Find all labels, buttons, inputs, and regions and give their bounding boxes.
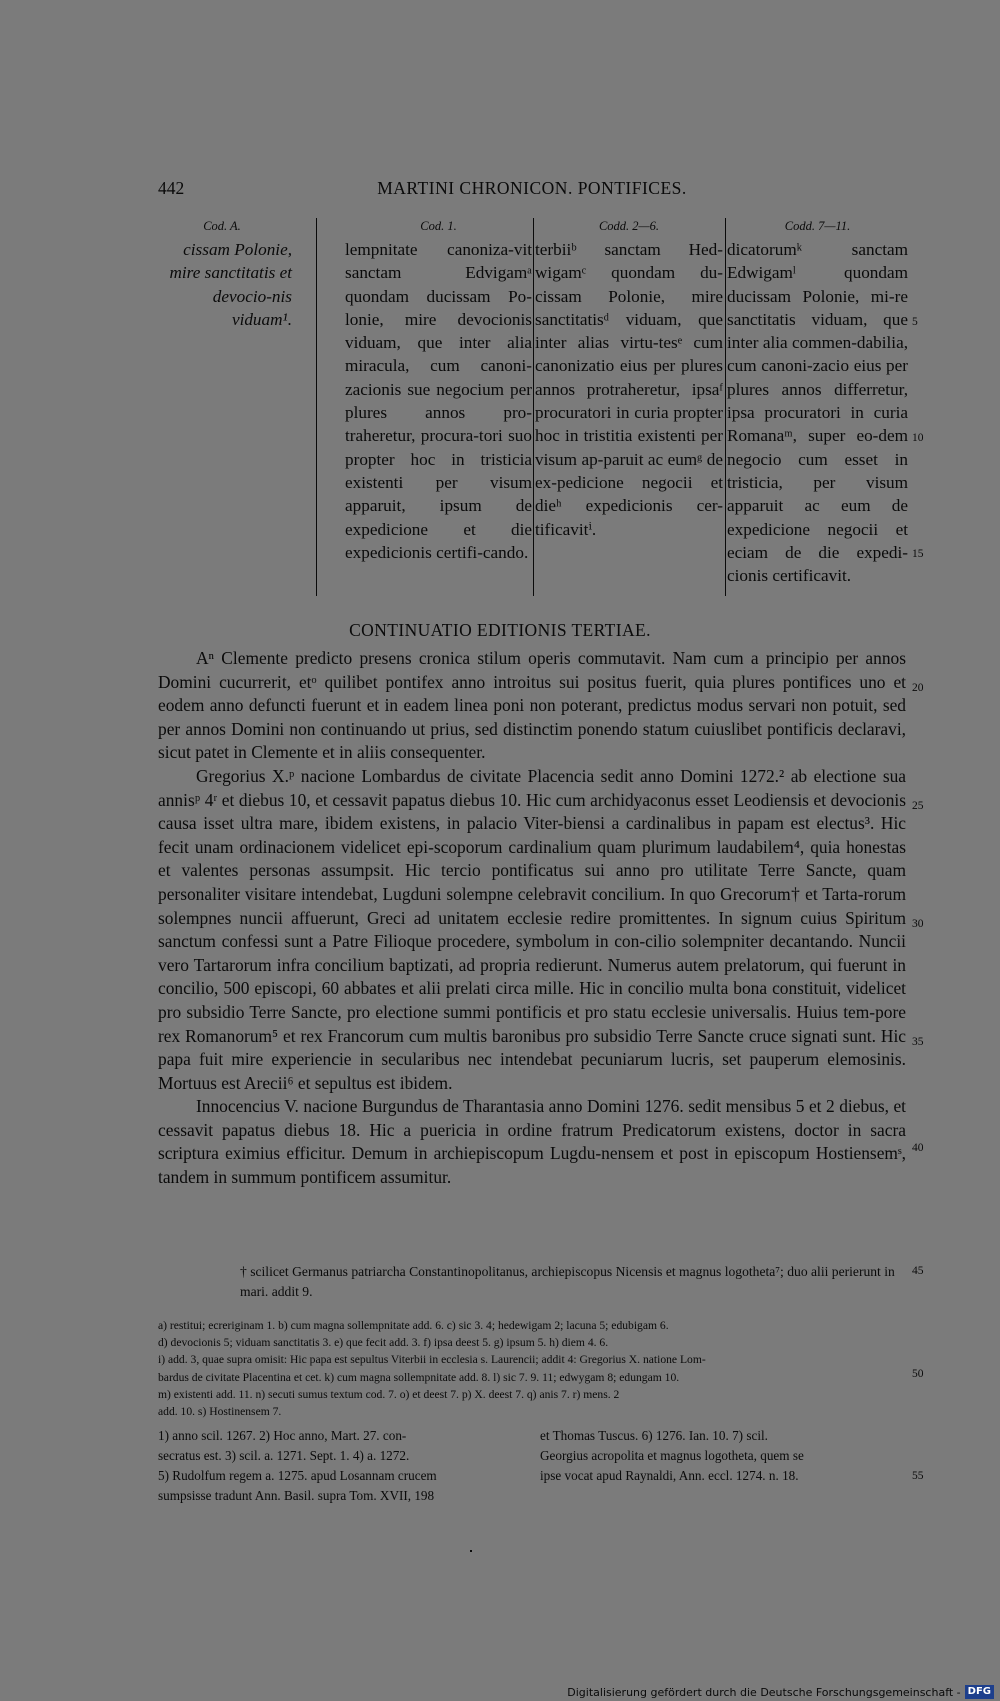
- footnote-line: Georgius acropolita et magnus logotheta, quem se: [540, 1448, 804, 1463]
- column-label: Codd. 7—11.: [784, 219, 851, 233]
- column-cod-1: [345, 218, 532, 564]
- line-number: 10: [912, 432, 924, 444]
- column-codd-2-6: [535, 218, 723, 541]
- column-text: lempnitate canoniza-vit sanctam Edvigamᵃ quondam ducissam Po-lonie, mire devocionis viduam, que inter alia miracula, cum canoni-zacionis sue negocium per plures annos pro-traheretur, procura-tori suo propter hoc in tristicia existenti per visum apparuit, ipsum de expedicione et die expedicionis certifi-cando.: [345, 240, 532, 562]
- page-number: 442: [158, 178, 185, 198]
- running-title: MARTINI CHRONICON. PONTIFICES.: [377, 178, 687, 198]
- apparatus-line: a) restitui; ecreriginam 1. b) cum magna sollempnitate add. 6. c) sic 3. 4; hedewigam 2; lacuna 5; edubigam 6.: [158, 1319, 669, 1332]
- line-number: 35: [912, 1036, 924, 1048]
- line-number: 30: [912, 918, 924, 930]
- footnote-line: secratus est. 3) scil. a. 1271. Sept. 1. 4) a. 1272.: [158, 1448, 410, 1463]
- stray-mark: [470, 1550, 472, 1552]
- column-cod-a: [152, 218, 292, 331]
- dagger-note: † scilicet Germanus patriarcha Constantinopolitanus, archiepiscopus Nicensis et magnus logotheta⁷; duo alii perierunt in mari. addit 9.: [240, 1264, 895, 1299]
- apparatus-line: add. 10. s) Hostinensem 7.: [158, 1405, 282, 1419]
- footnotes-left: [158, 1426, 523, 1506]
- line-number: 55: [912, 1470, 924, 1482]
- footnote-line: 1) anno scil. 1267. 2) Hoc anno, Mart. 27. con-: [158, 1428, 407, 1443]
- section-heading: CONTINUATIO EDITIONIS TERTIAE.: [349, 620, 651, 640]
- line-number: 50: [912, 1368, 924, 1380]
- running-header: [158, 178, 906, 204]
- column-divider: [316, 218, 317, 596]
- column-label: Codd. 2—6.: [598, 219, 660, 233]
- footnotes-right: [540, 1426, 906, 1486]
- apparatus-line: m) existenti add. 11. n) secuti sumus textum cod. 7. o) et deest 7. p) X. deest 7. q) anis 7. r) mens. 2: [158, 1387, 620, 1401]
- line-number: 45: [912, 1265, 924, 1277]
- column-codd-7-11: [727, 218, 908, 587]
- footnote-line: ipse vocat apud Raynaldi, Ann. eccl. 1274. n. 18.: [540, 1468, 799, 1483]
- footnote-line: sumpsisse tradunt Ann. Basil. supra Tom. XVII, 198: [158, 1488, 435, 1503]
- line-number: 5: [912, 316, 918, 328]
- line-number: 15: [912, 548, 924, 560]
- line-number: 40: [912, 1142, 924, 1154]
- paragraph: Aⁿ Clemente predicto presens cronica stilum operis commutavit. Nam cum a principio per annos Domini cucurrerit, etᵒ quilibet pontifex anno introitus sui positus fuerit, quia plures pontifices uno et eodem anno defuncti fuerunt et in eadem linea poni non poterant, predictus modus servari non potuit, sed per annos Domini non continuando ut prius, sed distinctim ponendo statum cuiuslibet pontificis declaravi, sicut patet in Clemente et in aliis consequenter.: [158, 648, 906, 763]
- column-label: Cod. A.: [203, 219, 241, 233]
- column-label: Cod. 1.: [420, 219, 457, 233]
- dfg-logo: DFG: [965, 1685, 994, 1699]
- apparatus-line: bardus de civitate Placentina et cet. k) cum magna sollempnitate add. 8. l) sic 7. 9. 11; edwygam 8; edungam 10.: [158, 1370, 680, 1384]
- footnote-line: 5) Rudolfum regem a. 1275. apud Losannam crucem: [158, 1468, 437, 1483]
- line-number: 20: [912, 682, 924, 694]
- paragraph: Gregorius X.ᵖ nacione Lombardus de civitate Placencia sedit anno Domini 1272.² ab electione sua annisᵖ 4ʳ et diebus 10, et cessavit papatus diebus 10. Hic cum archidyaconus esset Leodiensis et devocionis causa isset ultra mare, ibidem existens, in palacio Viter-biensi a cardinalibus in papam est electus³. Hic fecit unam ordinacionem videlicet epi-scoporum cardinalium quam plurimum laudabilem⁴, quia honestas et valentes personas assumpsit. Hic tercio pontificatus sui anno pro utilitate Terre Sancte, quam personaliter visitare intendebat, Lugduni solempne celebravit concilium. In quo Grecorum† et Tarta-rorum solempnes nuncii affuerunt, Greci ad unitatem ecclesie redire promittentes. In signum cuius Spiritum sanctum confessi sunt a Patre Filioque procedere, symbolum in con-cilio solempniter decantando. Nuncii vero Tartarorum infra concilium baptizati, ad propria redierunt. Numerus autem prelatorum, qui fuerunt in concilio, 500 episcopi, 60 abbates et alii prelati circa mille. Hic in concilio multa bona constituit, videlicet pro subsidio Terre Sancte, pro electione summi pontificis et pro statu ecclesie universalis. Huius tem-pore rex Romanorum⁵ et rex Francorum cum multis baronibus pro subsidio Terre Sancte cruce signati sunt. Hic papa fuit mire experiencie in secularibus nec intendebat pecuniarum lucris, set pauperum elemosinis. Mortuus est Arecii⁶ et sepultus est ibidem.: [158, 765, 906, 1093]
- apparatus-line: d) devocionis 5; viduam sanctitatis 3. e) que fecit add. 3. f) ipsa deest 5. g) ipsum 5. h) diem 4. 6.: [158, 1336, 609, 1350]
- column-divider: [533, 218, 534, 596]
- main-text: [158, 647, 906, 1190]
- digitization-footer: [567, 1684, 994, 1700]
- line-number: 25: [912, 800, 924, 812]
- column-text: cissam Polonie, mire sanctitatis et devocio-nis viduam¹.: [169, 240, 292, 329]
- footer-text: Digitalisierung gefördert durch die Deutsche Forschungsgemeinschaft -: [567, 1685, 961, 1699]
- critical-apparatus: [158, 1317, 906, 1420]
- column-text: dicatorumᵏ sanctam Edwigamˡ quondam ducissam Polonie, mi-re sanctitatis viduam, que inter alia commen-dabilia, cum canoni-zacio eius per plures annos differretur, ipsa procuratori in curia Romanaᵐ, super eo-dem negocio cum esset in tristicia, per visum apparuit ac eum de expedicione negocii et eciam de die expedi-cionis certificavit.: [727, 240, 908, 586]
- paragraph: Innocencius V. nacione Burgundus de Tharantasia anno Domini 1276. sedit mensibus 5 et 2 diebus, et cessavit papatus diebus 18. Hic a puericia in ordine fratrum Predicatorum existens, doctor in sacra scriptura eximius efficitur. Demum in archiepiscopum Lugdu-nensem et post in episcopum Hostiensemˢ, tandem in summum pontificem assumitur.: [158, 1096, 906, 1188]
- footnote-line: et Thomas Tuscus. 6) 1276. Ian. 10. 7) scil.: [540, 1428, 768, 1443]
- apparatus-line: i) add. 3, quae supra omisit: Hic papa est sepultus Viterbii in ecclesia s. Laurencii; addit 4: Gregorius X. natione Lom-: [158, 1353, 706, 1367]
- column-text: terbiiᵇ sanctam Hed-wigamᶜ quondam du-cissam Polonie, mire sanctitatisᵈ viduam, que inter alias virtu-tesᵉ cum canonizatio eius per plures annos protraheretur, ipsaᶠ procuratori in curia propter hoc in tristitia existenti per visum ap-paruit ac eumᵍ de ex-pedicione negocii et dieʰ expedicionis cer-tificavitⁱ.: [535, 240, 723, 539]
- parallel-columns: [150, 218, 910, 610]
- column-divider: [725, 218, 726, 596]
